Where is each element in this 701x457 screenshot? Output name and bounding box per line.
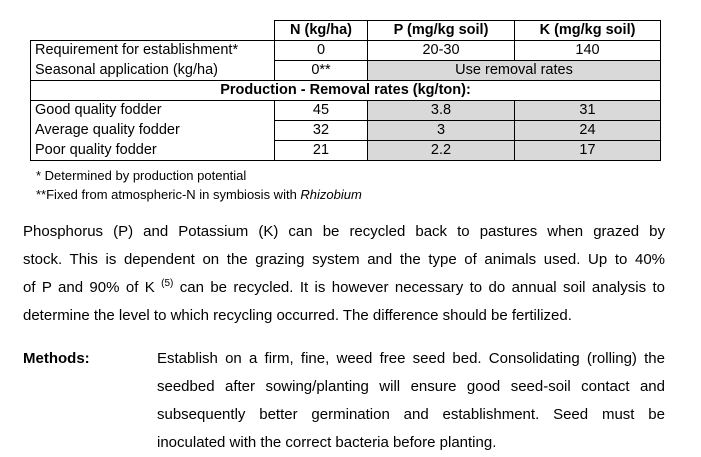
reference-superscript: (5) [161, 278, 174, 289]
row-label: Seasonal application (kg/ha) [31, 61, 275, 81]
table-header-row [31, 21, 661, 41]
methods-line: Establish on a firm, fine, weed free seed bed. Consolidating (rolling) the [157, 350, 665, 367]
table-row-seasonal [31, 61, 661, 81]
paragraph-line [23, 274, 665, 302]
paragraph-line: stock. This is dependent on the grazing system and the type of animals used. Up to 40% [23, 251, 665, 268]
header-p: P (mg/kg soil) [368, 21, 515, 41]
table-row-average [31, 121, 661, 141]
cell-k: 31 [515, 101, 661, 121]
footnote-production-potential: * Determined by production potential [36, 168, 247, 183]
cell-p: 3.8 [368, 101, 515, 121]
paragraph-text: can be recycled. It is however necessary to do annual soil analysis to [173, 279, 665, 296]
table-row-requirement [31, 41, 661, 61]
paragraph-line: determine the level to which recycling occurred. The difference should be fertilized. [23, 307, 572, 324]
recycling-paragraph [23, 218, 665, 330]
cell-p: 20-30 [368, 41, 515, 61]
cell-n: 0** [275, 61, 368, 81]
cell-n: 21 [275, 141, 368, 161]
table-row-poor [31, 141, 661, 161]
methods-paragraph [157, 345, 665, 457]
header-k: K (mg/kg soil) [515, 21, 661, 41]
cell-n: 0 [275, 41, 368, 61]
paragraph-text: of P and 90% of K [23, 279, 162, 296]
section-title: Production - Removal rates (kg/ton): [31, 81, 661, 101]
table-row-good [31, 101, 661, 121]
nutrient-requirements-table [30, 20, 661, 161]
table-section-row [31, 81, 661, 101]
paragraph-line: Phosphorus (P) and Potassium (K) can be recycled back to pastures when grazed by [23, 223, 665, 240]
footnote-rhizobium [36, 187, 362, 203]
methods-line: seedbed after sowing/planting will ensure good seed-soil contact and [157, 378, 665, 395]
cell-k: 140 [515, 41, 661, 61]
cell-k: 24 [515, 121, 661, 141]
cell-p: 2.2 [368, 141, 515, 161]
row-label: Good quality fodder [31, 101, 275, 121]
cell-k: 17 [515, 141, 661, 161]
footnote-italic-term: Rhizobium [300, 187, 362, 202]
header-n: N (kg/ha) [275, 21, 368, 41]
row-label: Poor quality fodder [31, 141, 275, 161]
cell-p: 3 [368, 121, 515, 141]
methods-line: inoculated with the correct bacteria before planting. [157, 434, 497, 451]
header-blank-cell [31, 21, 275, 41]
methods-heading: Methods: [23, 350, 90, 367]
cell-n: 45 [275, 101, 368, 121]
row-label: Requirement for establishment* [31, 41, 275, 61]
cell-pk-merged: Use removal rates [368, 61, 661, 81]
row-label: Average quality fodder [31, 121, 275, 141]
cell-n: 32 [275, 121, 368, 141]
footnote-text: **Fixed from atmospheric-N in symbiosis with [36, 187, 301, 202]
methods-line: subsequently better germination and establishment. Seed must be [157, 406, 665, 423]
